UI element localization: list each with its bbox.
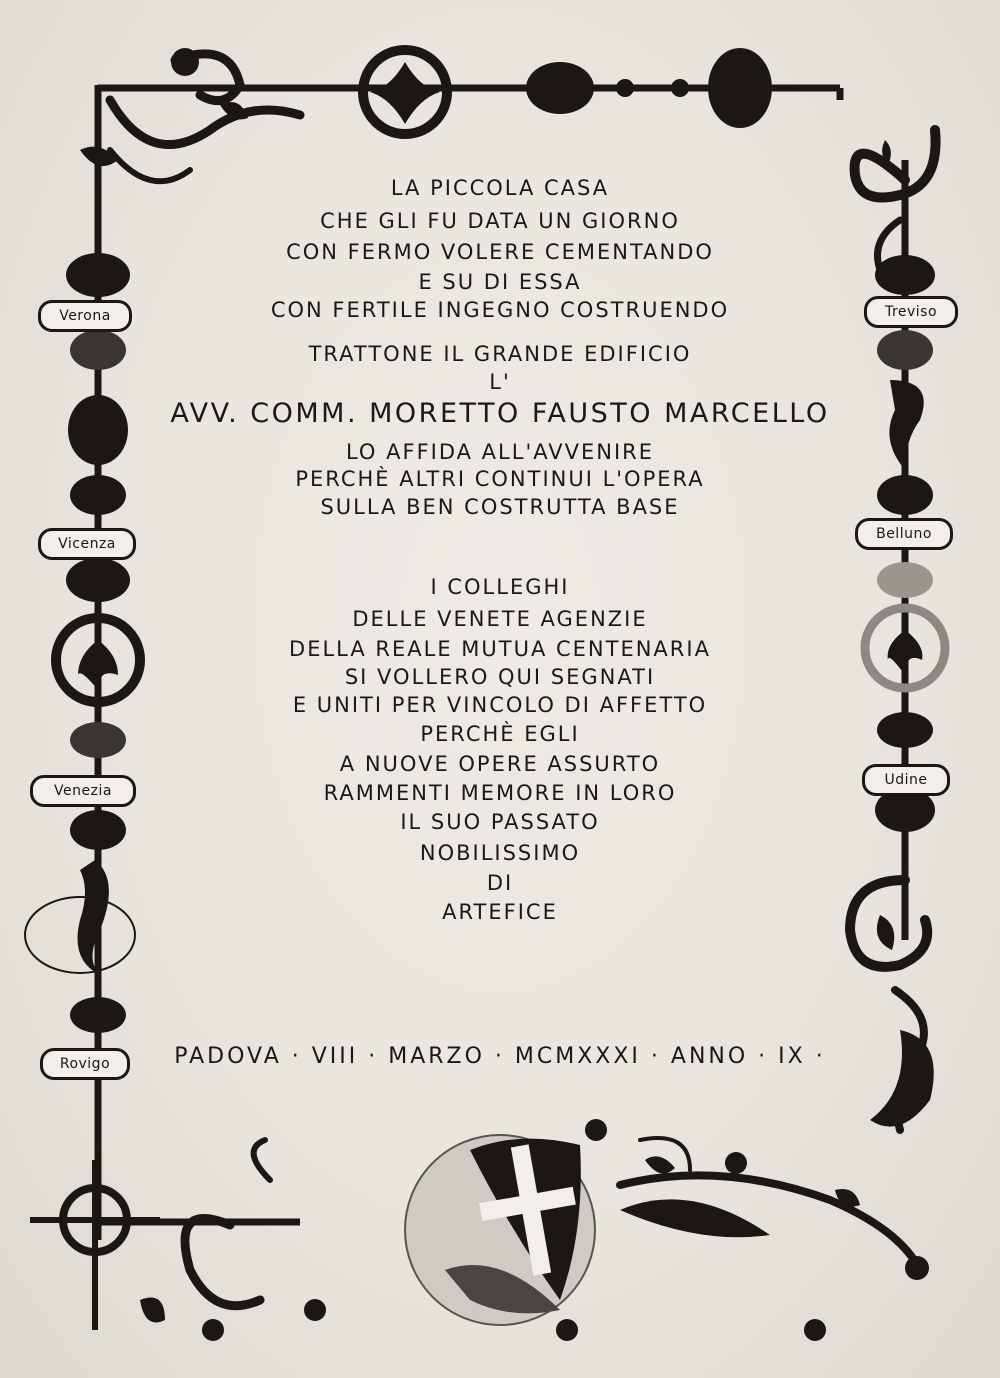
cartouche-treviso: Treviso [864,296,958,328]
cross-ornament-icon [30,1160,160,1330]
inscription-line: A NUOVE OPERE ASSURTO [339,752,661,776]
inscription-line: CON FERTILE INGEGNO COSTRUENDO [270,298,730,322]
inscription-line: TRATTONE IL GRANDE EDIFICIO [308,342,692,366]
inscription-line: E UNITI PER VINCOLO DI AFFETTO [292,693,708,717]
cartouche-rovigo: Rovigo [40,1048,130,1080]
inscription-line: CHE GLI FU DATA UN GIORNO [320,209,680,233]
inscription-line: CON FERMO VOLERE CEMENTANDO [286,240,714,264]
inscription-line: DELLA REALE MUTUA CENTENARIA [289,637,711,661]
cartouche-vicenza: Vicenza [38,528,136,560]
cartouche-belluno: Belluno [855,518,953,550]
inscription-line: PERCHÈ EGLI [420,722,580,746]
cartouche-venezia: Venezia [30,775,136,807]
inscription-line: E SU DI ESSA [418,270,582,294]
inscription-line: ARTEFICE [442,900,558,924]
cartouche-udine: Udine [862,764,950,796]
inscription-line: DI [486,871,514,895]
honoree-name: AVV. COMM. MORETTO FAUSTO MARCELLO [170,398,830,429]
inscription-line: I COLLEGHI [430,575,570,599]
inscription-line: IL SUO PASSATO [400,810,600,834]
inscription-line: SI VOLLERO QUI SEGNATI [344,665,656,689]
inscription [160,0,840,1000]
cartouche-verona: Verona [38,300,132,332]
inscription-line: NOBILISSIMO [419,841,581,865]
inscription-line: LA PICCOLA CASA [390,176,610,200]
inscription-line: RAMMENTI MEMORE IN LORO [323,781,677,805]
date-line: PADOVA · VIII · MARZO · MCMXXXI · ANNO · IX · [174,1044,826,1069]
inscription-line: DELLE VENETE AGENZIE [352,607,648,631]
inscription-line: L' [489,370,511,394]
inscription-line: LO AFFIDA ALL'AVVENIRE [345,440,655,464]
inscription-line: PERCHÈ ALTRI CONTINUI L'OPERA [295,467,705,491]
inscription-line: SULLA BEN COSTRUTTA BASE [320,495,680,519]
